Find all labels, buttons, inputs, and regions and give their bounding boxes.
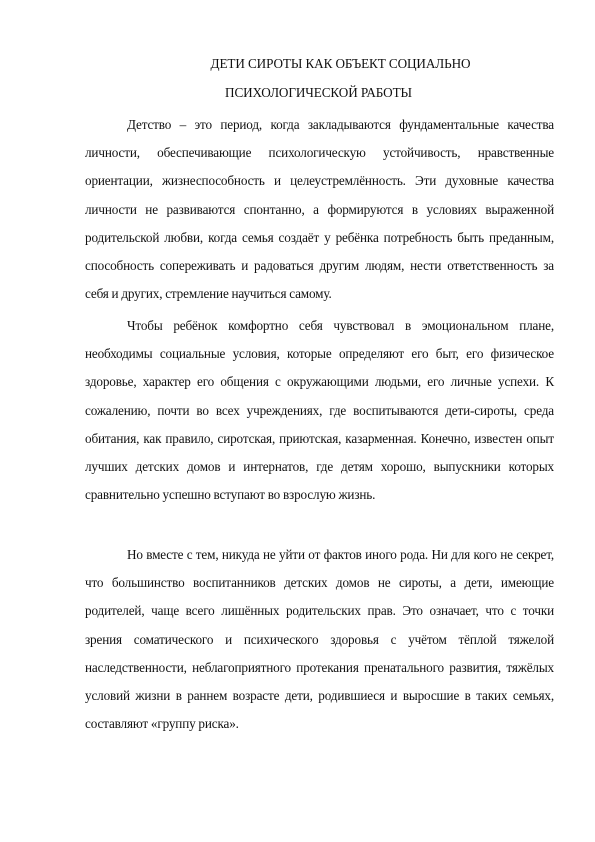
paragraph-risk-group: Но вместе с тем, никуда не уйти от фактов иного рода. Ни для кого не секрет, что большинство воспитанников детских домов не сироты, а дети, имеющие родителей, чаще всего лишённых родительских прав. Это означает, что с точки зрения соматического и психического здоровья с учётом тёплой тяжелой наследственности, неблагоприятного протекания пренатального развития, тяжёлых условий жизни в раннем возрасте дети, родившиеся и выросшие в таких семьях, составляют «группу риска». xyxy=(85,547,554,732)
paragraph-social-conditions: Чтобы ребёнок комфортно себя чувствовал в эмоциональном плане, необходимы социальные условия, которые определяют его быт, его физическое здоровье, характер его общения с окружающими людьми, его личные успехи. К сожалению, почти во всех учреждениях, где воспитываются дети-сироты, среда обитания, как правило, сиротская, приютская, казарменная. Конечно, известен опыт лучших детских домов и интернатов, где детям хорошо, выпускники которых сравнительно успешно вступают во взрослую жизнь. xyxy=(85,318,554,503)
paragraph-childhood: Детство – это период, когда закладываются фундаментальные качества личности, обеспечивающие психологическую устойчивость, нравственные ориентации, жизнеспособность и целеустремлённость. Эти духовные качества личности не развиваются спонтанно, а формируются в условиях выраженной родительской любви, когда семья создаёт у ребёнка потребность быть преданным, способность сопереживать и радоваться другим людям, нести ответственность за себя и других, стремление научиться самому. xyxy=(85,117,554,302)
document-title-line-1: ДЕТИ СИРОТЫ КАК ОБЪЕКТ СОЦИАЛЬНО xyxy=(210,56,471,71)
document-title-line-2: ПСИХОЛОГИЧЕСКОЙ РАБОТЫ xyxy=(225,85,412,100)
